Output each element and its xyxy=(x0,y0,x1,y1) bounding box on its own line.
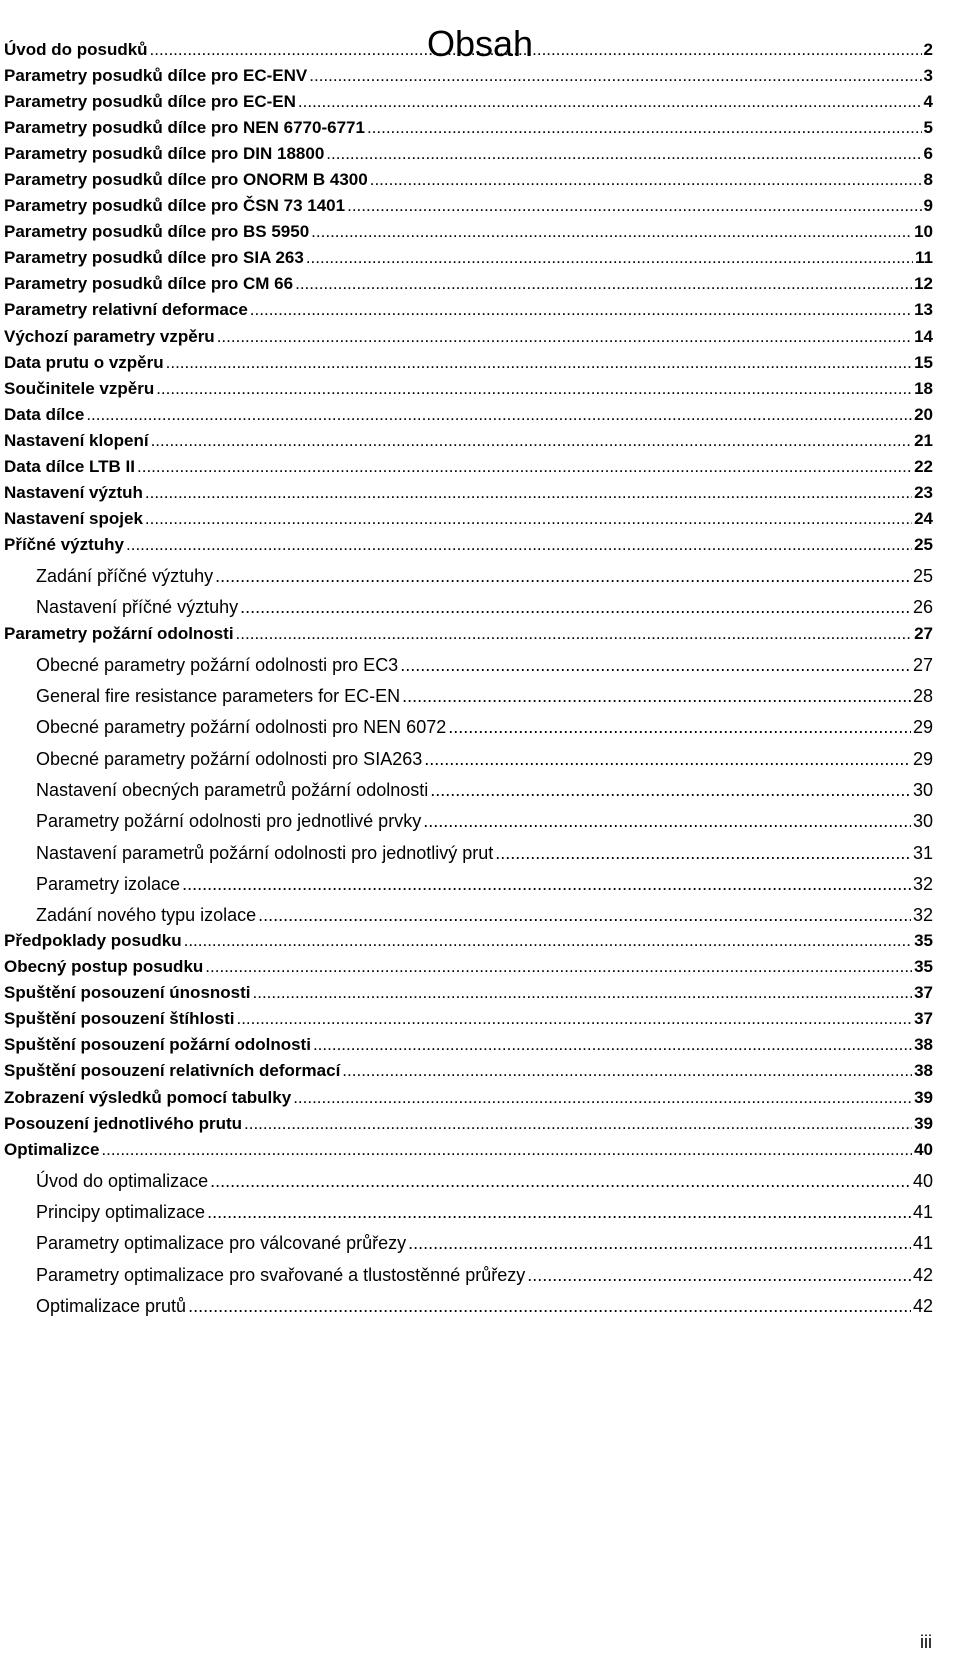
toc-entry[interactable] xyxy=(4,869,933,900)
footer-page-number: iii xyxy=(920,1632,932,1652)
toc-dot-leader xyxy=(293,1088,912,1108)
toc-entry-page: 10 xyxy=(914,222,933,242)
toc-entry[interactable] xyxy=(4,274,933,300)
toc-entry[interactable] xyxy=(4,1291,933,1322)
toc-entry[interactable] xyxy=(4,1260,933,1291)
toc-dot-leader xyxy=(240,592,911,623)
toc-entry-title: Spuštění posouzení štíhlosti xyxy=(4,1009,235,1029)
toc-entry-page: 42 xyxy=(912,1264,933,1285)
toc-entry[interactable] xyxy=(4,118,933,144)
toc-entry-title: Parametry izolace xyxy=(36,873,181,894)
toc-entry-page: 24 xyxy=(914,508,933,528)
toc-entry[interactable] xyxy=(4,806,933,837)
toc-entry-page: 40 xyxy=(912,1170,933,1191)
toc-entry[interactable] xyxy=(4,379,933,405)
toc-entry[interactable] xyxy=(4,327,933,353)
toc-entry-page: 4 xyxy=(923,92,933,112)
toc-dot-leader xyxy=(236,624,913,644)
toc-entry-page: 38 xyxy=(914,1061,933,1081)
toc-entry-page: 30 xyxy=(912,811,933,832)
toc-entry-title: Úvod do posudků xyxy=(4,40,148,59)
toc-entry-title: Nastavení parametrů požární odolnosti pro jednotlivý prut xyxy=(36,842,494,863)
toc-entry-page: 15 xyxy=(914,352,933,372)
toc-dot-leader xyxy=(311,222,912,242)
toc-entry-title: Nastavení obecných parametrů požární odolnosti xyxy=(36,779,429,800)
toc-entry[interactable] xyxy=(4,712,933,743)
toc-entry[interactable] xyxy=(4,300,933,326)
toc-entry-title: Zadání nového typu izolace xyxy=(36,905,257,926)
toc-entry-page: 13 xyxy=(914,300,933,320)
toc-entry-page: 40 xyxy=(914,1139,933,1159)
toc-dot-leader xyxy=(217,327,912,347)
toc-entry[interactable] xyxy=(4,681,933,712)
toc-dot-leader xyxy=(298,92,922,112)
toc-entry[interactable] xyxy=(4,248,933,274)
toc-entry-page: 29 xyxy=(912,748,933,769)
toc-entry-title: Předpoklady posudku xyxy=(4,931,182,951)
toc-dot-leader xyxy=(244,1114,912,1134)
toc-dot-leader xyxy=(424,744,911,775)
toc-entry[interactable] xyxy=(4,900,933,931)
toc-dot-leader xyxy=(150,40,922,60)
toc-entry[interactable] xyxy=(4,92,933,118)
toc-dot-leader xyxy=(347,196,921,216)
toc-entry-page: 30 xyxy=(912,779,933,800)
toc-entry-title: Obecné parametry požární odolnosti pro SIA263 xyxy=(36,748,423,769)
toc-entry-title: Parametry optimalizace pro válcované průřezy xyxy=(36,1233,407,1254)
toc-entry-page: 39 xyxy=(914,1113,933,1133)
toc-entry[interactable] xyxy=(4,957,933,983)
toc-entry-title: Součinitele vzpěru xyxy=(4,378,155,398)
toc-dot-leader xyxy=(166,353,912,373)
toc-entry[interactable] xyxy=(4,592,933,623)
toc-entry-title: Parametry posudků dílce pro NEN 6770-6771 xyxy=(4,118,365,138)
toc-entry-title: Data dílce xyxy=(4,404,85,424)
toc-entry-page: 29 xyxy=(912,717,933,738)
toc-entry-title: Obecný postup posudku xyxy=(4,957,204,977)
toc-entry-title: Parametry posudků dílce pro ONORM B 4300 xyxy=(4,170,368,190)
toc-entry-title: Parametry optimalizace pro svařované a tlustostěnné průřezy xyxy=(36,1264,526,1285)
toc-entry-title: Parametry posudků dílce pro BS 5950 xyxy=(4,222,310,242)
toc-entry-page: 32 xyxy=(912,873,933,894)
toc-entry-title: Principy optimalizace xyxy=(36,1202,206,1223)
toc-entry[interactable] xyxy=(4,1166,933,1197)
toc-entry-page: 25 xyxy=(912,566,933,587)
toc-dot-leader xyxy=(402,681,911,712)
toc-entry-page: 26 xyxy=(912,597,933,618)
toc-entry[interactable] xyxy=(4,1035,933,1061)
toc-entry[interactable] xyxy=(4,222,933,248)
toc-entry-title: General fire resistance parameters for EC-EN xyxy=(36,686,401,707)
toc-dot-leader xyxy=(250,300,912,320)
toc-entry-title: Parametry posudků dílce pro SIA 263 xyxy=(4,248,304,268)
toc-entry-title: Nastavení klopení xyxy=(4,430,149,450)
toc-entry-page: 39 xyxy=(914,1087,933,1107)
toc-entry[interactable] xyxy=(4,196,933,222)
toc-entry-title: Nastavení výztuh xyxy=(4,482,143,502)
toc-entry-page: 3 xyxy=(923,66,933,86)
toc-entry-title: Parametry požární odolnosti xyxy=(4,623,234,643)
toc-entry-page: 9 xyxy=(923,196,933,216)
toc-entry-page: 37 xyxy=(914,983,933,1003)
toc-entry-page: 21 xyxy=(914,430,933,450)
toc-dot-leader xyxy=(495,838,911,869)
toc-entry-page: 28 xyxy=(912,686,933,707)
toc-dot-leader xyxy=(151,431,913,451)
toc-dot-leader xyxy=(101,1140,912,1160)
toc-dot-leader xyxy=(210,1166,911,1197)
toc-dot-leader xyxy=(205,957,912,977)
toc-entry-page: 20 xyxy=(914,404,933,424)
toc-entry-page: 18 xyxy=(914,378,933,398)
toc-entry[interactable] xyxy=(4,1009,933,1035)
toc-dot-leader xyxy=(215,561,911,592)
toc-entry[interactable] xyxy=(4,170,933,196)
toc-entry-page: 37 xyxy=(914,1009,933,1029)
toc-dot-leader xyxy=(145,509,912,529)
toc-dot-leader xyxy=(126,535,912,555)
toc-dot-leader xyxy=(400,650,911,681)
toc-entry-title: Zadání příčné výztuhy xyxy=(36,566,214,587)
toc-entry-title: Parametry posudků dílce pro DIN 18800 xyxy=(4,144,325,164)
toc-entry-title: Parametry posudků dílce pro EC-ENV xyxy=(4,66,308,86)
toc-entry[interactable] xyxy=(4,405,933,431)
toc-entry[interactable] xyxy=(4,1088,933,1114)
toc-entry-page: 38 xyxy=(914,1035,933,1055)
toc-entry-title: Výchozí parametry vzpěru xyxy=(4,326,215,346)
toc-entry-page: 12 xyxy=(914,274,933,294)
toc-dot-leader xyxy=(423,806,911,837)
toc-entry[interactable] xyxy=(4,431,933,457)
toc-entry[interactable] xyxy=(4,624,933,650)
toc-entry-title: Parametry posudků dílce pro CM 66 xyxy=(4,274,294,294)
toc-dot-leader xyxy=(309,66,921,86)
toc-entry[interactable] xyxy=(4,650,933,681)
toc-entry[interactable] xyxy=(4,1061,933,1087)
toc-entry[interactable] xyxy=(4,1140,933,1166)
toc-entry[interactable] xyxy=(4,837,933,868)
toc-entry-title: Spuštění posouzení relativních deformací xyxy=(4,1061,341,1081)
toc-entry-page: 35 xyxy=(914,931,933,951)
toc-entry-title: Úvod do optimalizace xyxy=(36,1170,209,1191)
toc-entry[interactable] xyxy=(4,1228,933,1259)
toc-entry[interactable] xyxy=(4,983,933,1009)
toc-dot-leader xyxy=(137,457,912,477)
toc-dot-leader xyxy=(236,1009,912,1029)
toc-entry-title: Zobrazení výsledků pomocí tabulky xyxy=(4,1087,292,1107)
toc-entry-page: 5 xyxy=(923,118,933,138)
toc-dot-leader xyxy=(370,170,922,190)
toc-entry-title: Data prutu o vzpěru xyxy=(4,352,164,372)
toc-entry-title: Nastavení příčné výztuhy xyxy=(36,597,239,618)
toc-entry-title: Spuštění posouzení požární odolnosti xyxy=(4,1035,311,1055)
toc-dot-leader xyxy=(156,379,912,399)
toc-dot-leader xyxy=(342,1061,912,1081)
toc-entry[interactable] xyxy=(4,743,933,774)
toc-entry-page: 35 xyxy=(914,957,933,977)
toc-entry-title: Obecné parametry požární odolnosti pro EC3 xyxy=(36,654,399,675)
toc-entry-page: 25 xyxy=(914,534,933,554)
toc-entry[interactable] xyxy=(4,561,933,592)
toc-entry-page: 6 xyxy=(923,144,933,164)
toc-entry-page: 23 xyxy=(914,482,933,502)
toc-dot-leader xyxy=(367,118,922,138)
toc-entry[interactable] xyxy=(4,483,933,509)
toc-entry[interactable] xyxy=(4,509,933,535)
toc-dot-leader xyxy=(182,869,911,900)
toc-entry-title: Obecné parametry požární odolnosti pro NEN 6072 xyxy=(36,717,447,738)
toc-dot-leader xyxy=(295,274,912,294)
toc-entry[interactable] xyxy=(4,144,933,170)
toc-dot-leader xyxy=(430,775,911,806)
toc-entry-title: Nastavení spojek xyxy=(4,508,143,528)
toc-dot-leader xyxy=(313,1035,912,1055)
toc-entry-title: Optimalizace prutů xyxy=(36,1296,187,1316)
table-of-contents xyxy=(4,40,933,1322)
toc-entry-page: 22 xyxy=(914,456,933,476)
toc-entry-page: 41 xyxy=(912,1202,933,1223)
toc-entry-page: 2 xyxy=(923,40,933,59)
toc-dot-leader xyxy=(448,712,911,743)
toc-dot-leader xyxy=(258,900,911,931)
toc-entry[interactable] xyxy=(4,457,933,483)
toc-entry-page: 11 xyxy=(915,248,933,268)
toc-dot-leader xyxy=(306,248,913,268)
toc-entry-title: Parametry posudků dílce pro ČSN 73 1401 xyxy=(4,196,346,216)
toc-entry[interactable] xyxy=(4,353,933,379)
toc-entry-title: Optimalizce xyxy=(4,1139,100,1159)
toc-entry-title: Posouzení jednotlivého prutu xyxy=(4,1113,242,1133)
toc-entry[interactable] xyxy=(4,535,933,561)
toc-entry-title: Spuštění posouzení únosnosti xyxy=(4,983,251,1003)
toc-dot-leader xyxy=(408,1228,911,1259)
toc-entry-title: Data dílce LTB II xyxy=(4,456,135,476)
toc-dot-leader xyxy=(326,144,921,164)
toc-entry[interactable] xyxy=(4,1114,933,1140)
toc-entry-page: 32 xyxy=(912,905,933,926)
toc-dot-leader xyxy=(253,983,913,1003)
page-title: Obsah xyxy=(426,23,534,65)
toc-entry-page: 27 xyxy=(914,623,933,643)
toc-dot-leader xyxy=(184,931,912,951)
toc-entry-page: 14 xyxy=(914,326,933,346)
toc-entry[interactable] xyxy=(4,775,933,806)
toc-dot-leader xyxy=(145,483,912,503)
toc-entry[interactable] xyxy=(4,66,933,92)
toc-dot-leader xyxy=(188,1291,911,1322)
toc-dot-leader xyxy=(527,1260,911,1291)
toc-dot-leader xyxy=(86,405,912,425)
toc-entry[interactable] xyxy=(4,40,933,66)
toc-entry-title: Parametry požární odolnosti pro jednotlivé prvky xyxy=(36,811,422,832)
toc-entry-page: 42 xyxy=(912,1296,933,1316)
toc-entry-page: 8 xyxy=(923,170,933,190)
toc-entry[interactable] xyxy=(4,931,933,957)
toc-entry-page: 27 xyxy=(912,654,933,675)
toc-entry-page: 31 xyxy=(912,842,933,863)
toc-entry-title: Příčné výztuhy xyxy=(4,534,124,554)
toc-dot-leader xyxy=(207,1197,911,1228)
toc-entry-page: 41 xyxy=(912,1233,933,1254)
toc-entry-title: Parametry relativní deformace xyxy=(4,300,248,320)
toc-entry[interactable] xyxy=(4,1197,933,1228)
toc-entry-title: Parametry posudků dílce pro EC-EN xyxy=(4,92,296,112)
